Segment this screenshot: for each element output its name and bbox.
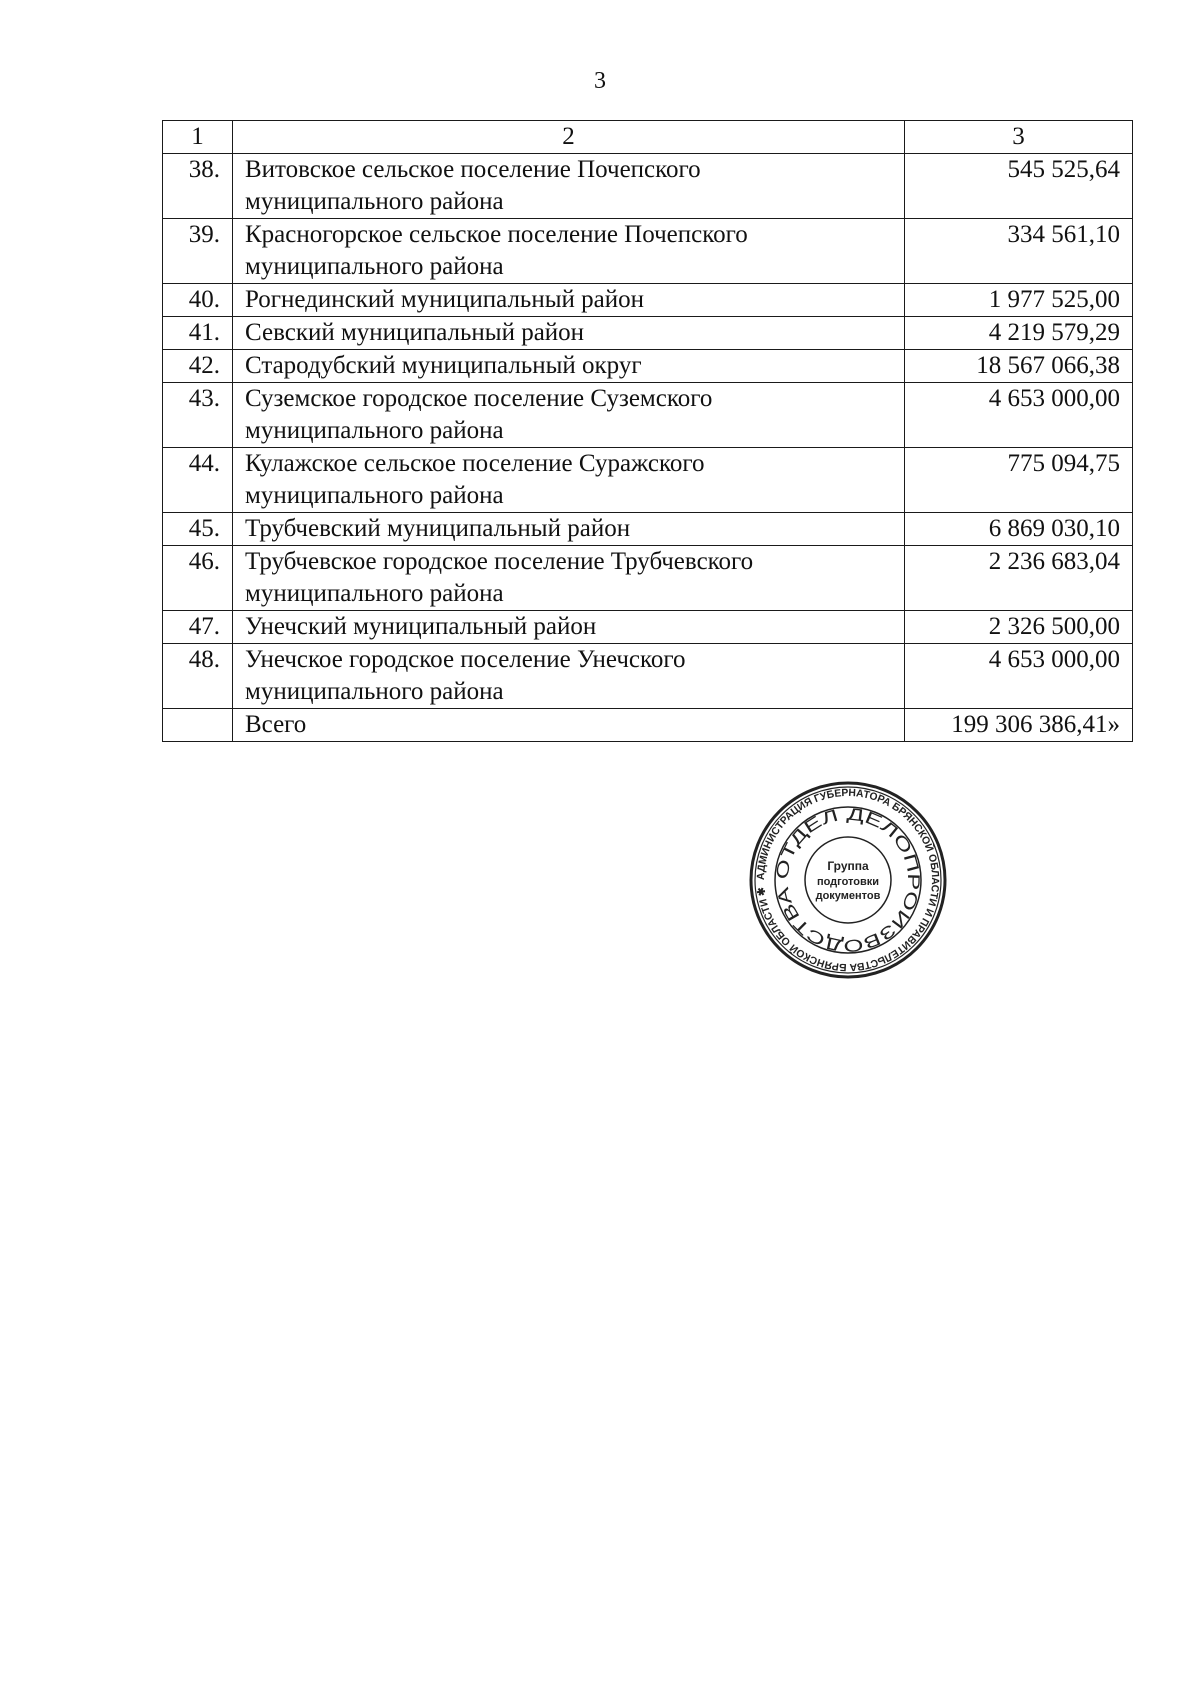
row-name (233, 611, 905, 644)
official-stamp (748, 780, 948, 980)
header-cell-number: 1 (163, 121, 233, 154)
table-row (163, 546, 1133, 611)
stamp-center-line: документов (815, 890, 881, 902)
row-number: 39. (163, 219, 233, 284)
row-sum: 6 869 030,10 (905, 513, 1133, 546)
row-name-line: муниципального района (245, 482, 504, 509)
row-sum: 2 326 500,00 (905, 611, 1133, 644)
table-row (163, 611, 1133, 644)
row-name-line: муниципального района (245, 417, 504, 444)
row-name-line: муниципального района (245, 253, 504, 280)
stamp-center-line: Группа (827, 859, 869, 873)
stamp-outer-text: АДМИНИСТРАЦИЯ ГУБЕРНАТОРА БРЯНСКОЙ ОБЛАСТИ И ПРАВИТЕЛЬСТВА БРЯНСКОЙ ОБЛАСТИ ✱ (754, 786, 942, 974)
table-row (163, 448, 1133, 513)
row-name (233, 383, 905, 448)
table-row (163, 317, 1133, 350)
row-number: 44. (163, 448, 233, 513)
row-sum: 1 977 525,00 (905, 284, 1133, 317)
row-name-line: муниципального района (245, 188, 504, 215)
row-name-line: Витовское сельское поселение Почепского (245, 156, 701, 183)
page-number: 3 (594, 68, 606, 94)
row-name-line: Рогнединский муниципальный район (245, 286, 644, 313)
row-name (233, 317, 905, 350)
row-sum: 775 094,75 (905, 448, 1133, 513)
row-number: 40. (163, 284, 233, 317)
total-label: Всего (233, 709, 905, 742)
table-row (163, 383, 1133, 448)
row-name (233, 219, 905, 284)
row-number: 42. (163, 350, 233, 383)
stamp-inner-text: ОТДЕЛ ДЕЛОПРОИЗВОДСТВА (772, 804, 924, 956)
row-name-line: Красногорское сельское поселение Почепского (245, 221, 748, 248)
row-name-line: Трубчевский муниципальный район (245, 515, 631, 542)
table-body (163, 121, 1133, 742)
row-name (233, 284, 905, 317)
table-total-row (163, 709, 1133, 742)
table-row (163, 513, 1133, 546)
table-row (163, 154, 1133, 219)
row-sum: 334 561,10 (905, 219, 1133, 284)
table-row (163, 644, 1133, 709)
row-name (233, 154, 905, 219)
table-row (163, 284, 1133, 317)
row-number: 48. (163, 644, 233, 709)
table-row (163, 219, 1133, 284)
row-sum: 18 567 066,38 (905, 350, 1133, 383)
header-cell-sum: 3 (905, 121, 1133, 154)
row-name (233, 448, 905, 513)
row-number: 38. (163, 154, 233, 219)
row-name (233, 350, 905, 383)
row-number: 45. (163, 513, 233, 546)
row-name-line: Стародубский муниципальный округ (245, 352, 642, 379)
row-name-line: Севский муниципальный район (245, 319, 585, 346)
row-number: 43. (163, 383, 233, 448)
row-name-line: муниципального района (245, 580, 504, 607)
row-name-line: Трубчевское городское поселение Трубчевского (245, 548, 754, 575)
row-name-line: Кулажское сельское поселение Суражского (245, 450, 705, 477)
row-name-line: Унечский муниципальный район (245, 613, 597, 640)
row-number: 41. (163, 317, 233, 350)
stamp-center-line: подготовки (816, 876, 880, 888)
table-header-row (163, 121, 1133, 154)
row-sum: 4 219 579,29 (905, 317, 1133, 350)
row-sum: 4 653 000,00 (905, 383, 1133, 448)
total-number (163, 709, 233, 742)
header-cell-name: 2 (233, 121, 905, 154)
row-sum: 545 525,64 (905, 154, 1133, 219)
row-name-line: Суземское городское поселение Суземского (245, 385, 713, 412)
row-name-line: муниципального района (245, 678, 504, 705)
row-name-line: Унечское городское поселение Унечского (245, 646, 686, 673)
row-sum: 4 653 000,00 (905, 644, 1133, 709)
total-sum: 199 306 386,41» (905, 709, 1133, 742)
row-number: 47. (163, 611, 233, 644)
budget-table (162, 120, 1133, 742)
row-number: 46. (163, 546, 233, 611)
row-sum: 2 236 683,04 (905, 546, 1133, 611)
row-name (233, 644, 905, 709)
table-row (163, 350, 1133, 383)
row-name (233, 546, 905, 611)
row-name (233, 513, 905, 546)
